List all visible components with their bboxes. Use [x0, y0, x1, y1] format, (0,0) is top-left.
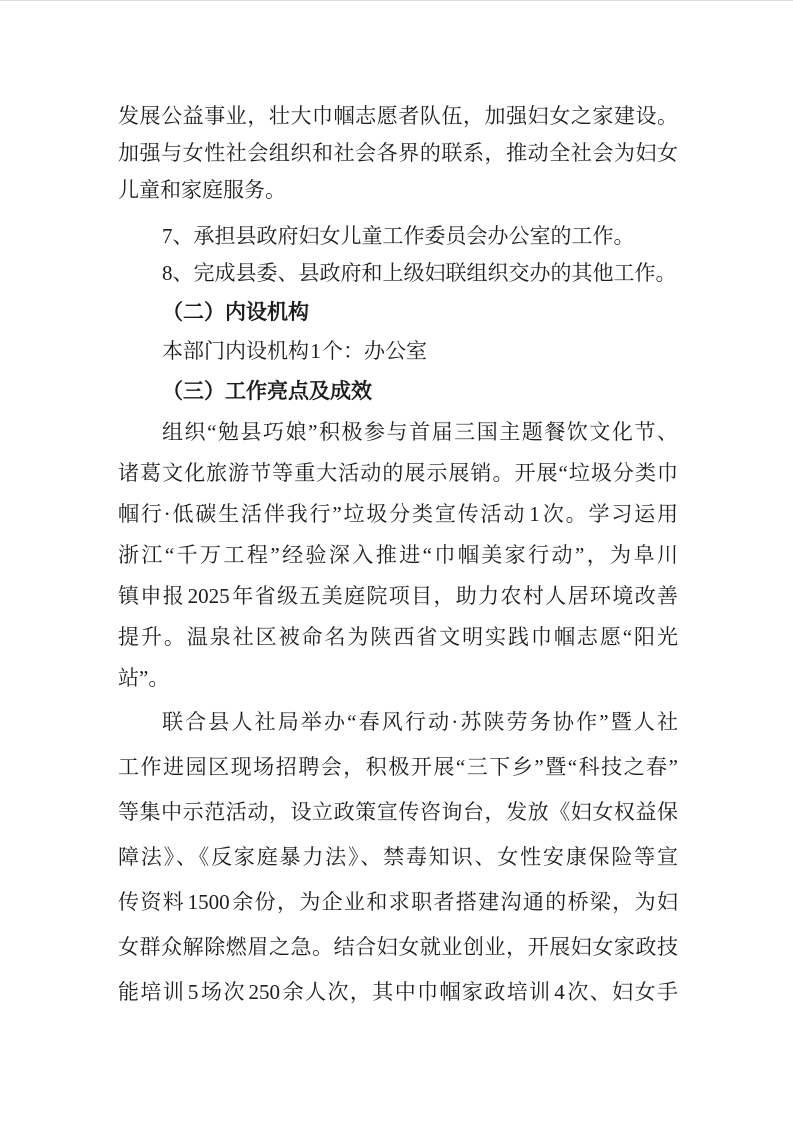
document-line: 等集中示范活动，设立政策宣传咨询台，发放《妇女权益保	[118, 800, 678, 824]
document-line: 发展公益事业，壮大巾帼志愿者队伍，加强妇女之家建设。	[118, 104, 678, 128]
paragraph	[118, 700, 678, 1015]
document-line: 工作进园区现场招聘会，积极开展“三下乡”暨“科技之春”	[118, 755, 678, 779]
document-line: 站”。	[118, 666, 170, 690]
document-line: 8、完成县委、县政府和上级妇联组织交办的其他工作。	[162, 261, 677, 285]
document-line: 7、承担县政府妇女儿童工作委员会办公室的工作。	[162, 224, 635, 248]
document-line: 联合县人社局举办“春风行动·苏陕劳务协作”暨人社	[162, 710, 678, 734]
paragraph	[118, 218, 678, 255]
document-line: 镇申报 2025 年省级五美庭院项目，助力农村人居环境改善	[118, 584, 678, 608]
section-heading	[118, 373, 678, 410]
document-line: 本部门内设机构 1 个：办公室	[162, 339, 427, 363]
document-line: 能培训 5 场次 250 余人次，其中巾帼家政培训 4 次、妇女手	[118, 980, 678, 1004]
section-heading	[118, 294, 678, 331]
document-body	[118, 1, 678, 1015]
document-line: 女群众解除燃眉之急。结合妇女就业创业，开展妇女家政技	[118, 935, 678, 959]
document-line: 障法》、《反家庭暴力法》、禁毒知识、女性安康保险等宣	[118, 845, 678, 869]
document-line: 提升。温泉社区被命名为陕西省文明实践巾帼志愿“阳光	[118, 625, 678, 649]
document-line: 诸葛文化旅游节等重大活动的展示展销。开展“垃圾分类巾	[118, 461, 678, 485]
document-line: （三）工作亮点及成效	[162, 379, 372, 403]
paragraph	[118, 333, 678, 370]
document-line: 帼行·低碳生活伴我行”垃圾分类宣传活动 1 次。学习运用	[118, 502, 678, 526]
document-line: （二）内设机构	[162, 300, 309, 324]
document-line: 儿童和家庭服务。	[118, 178, 286, 202]
document-line: 加强与女性社会组织和社会各界的联系，推动全社会为妇女	[118, 141, 678, 165]
document-line: 传资料 1500 余份，为企业和求职者搭建沟通的桥梁，为妇	[118, 890, 678, 914]
paragraph	[118, 255, 678, 292]
paragraph	[118, 98, 678, 209]
document-line: 组织“勉县巧娘”积极参与首届三国主题餐饮文化节、	[162, 420, 678, 444]
paragraph	[118, 412, 678, 699]
document-line: 浙江“千万工程”经验深入推进“巾帼美家行动”，为阜川	[118, 543, 678, 567]
